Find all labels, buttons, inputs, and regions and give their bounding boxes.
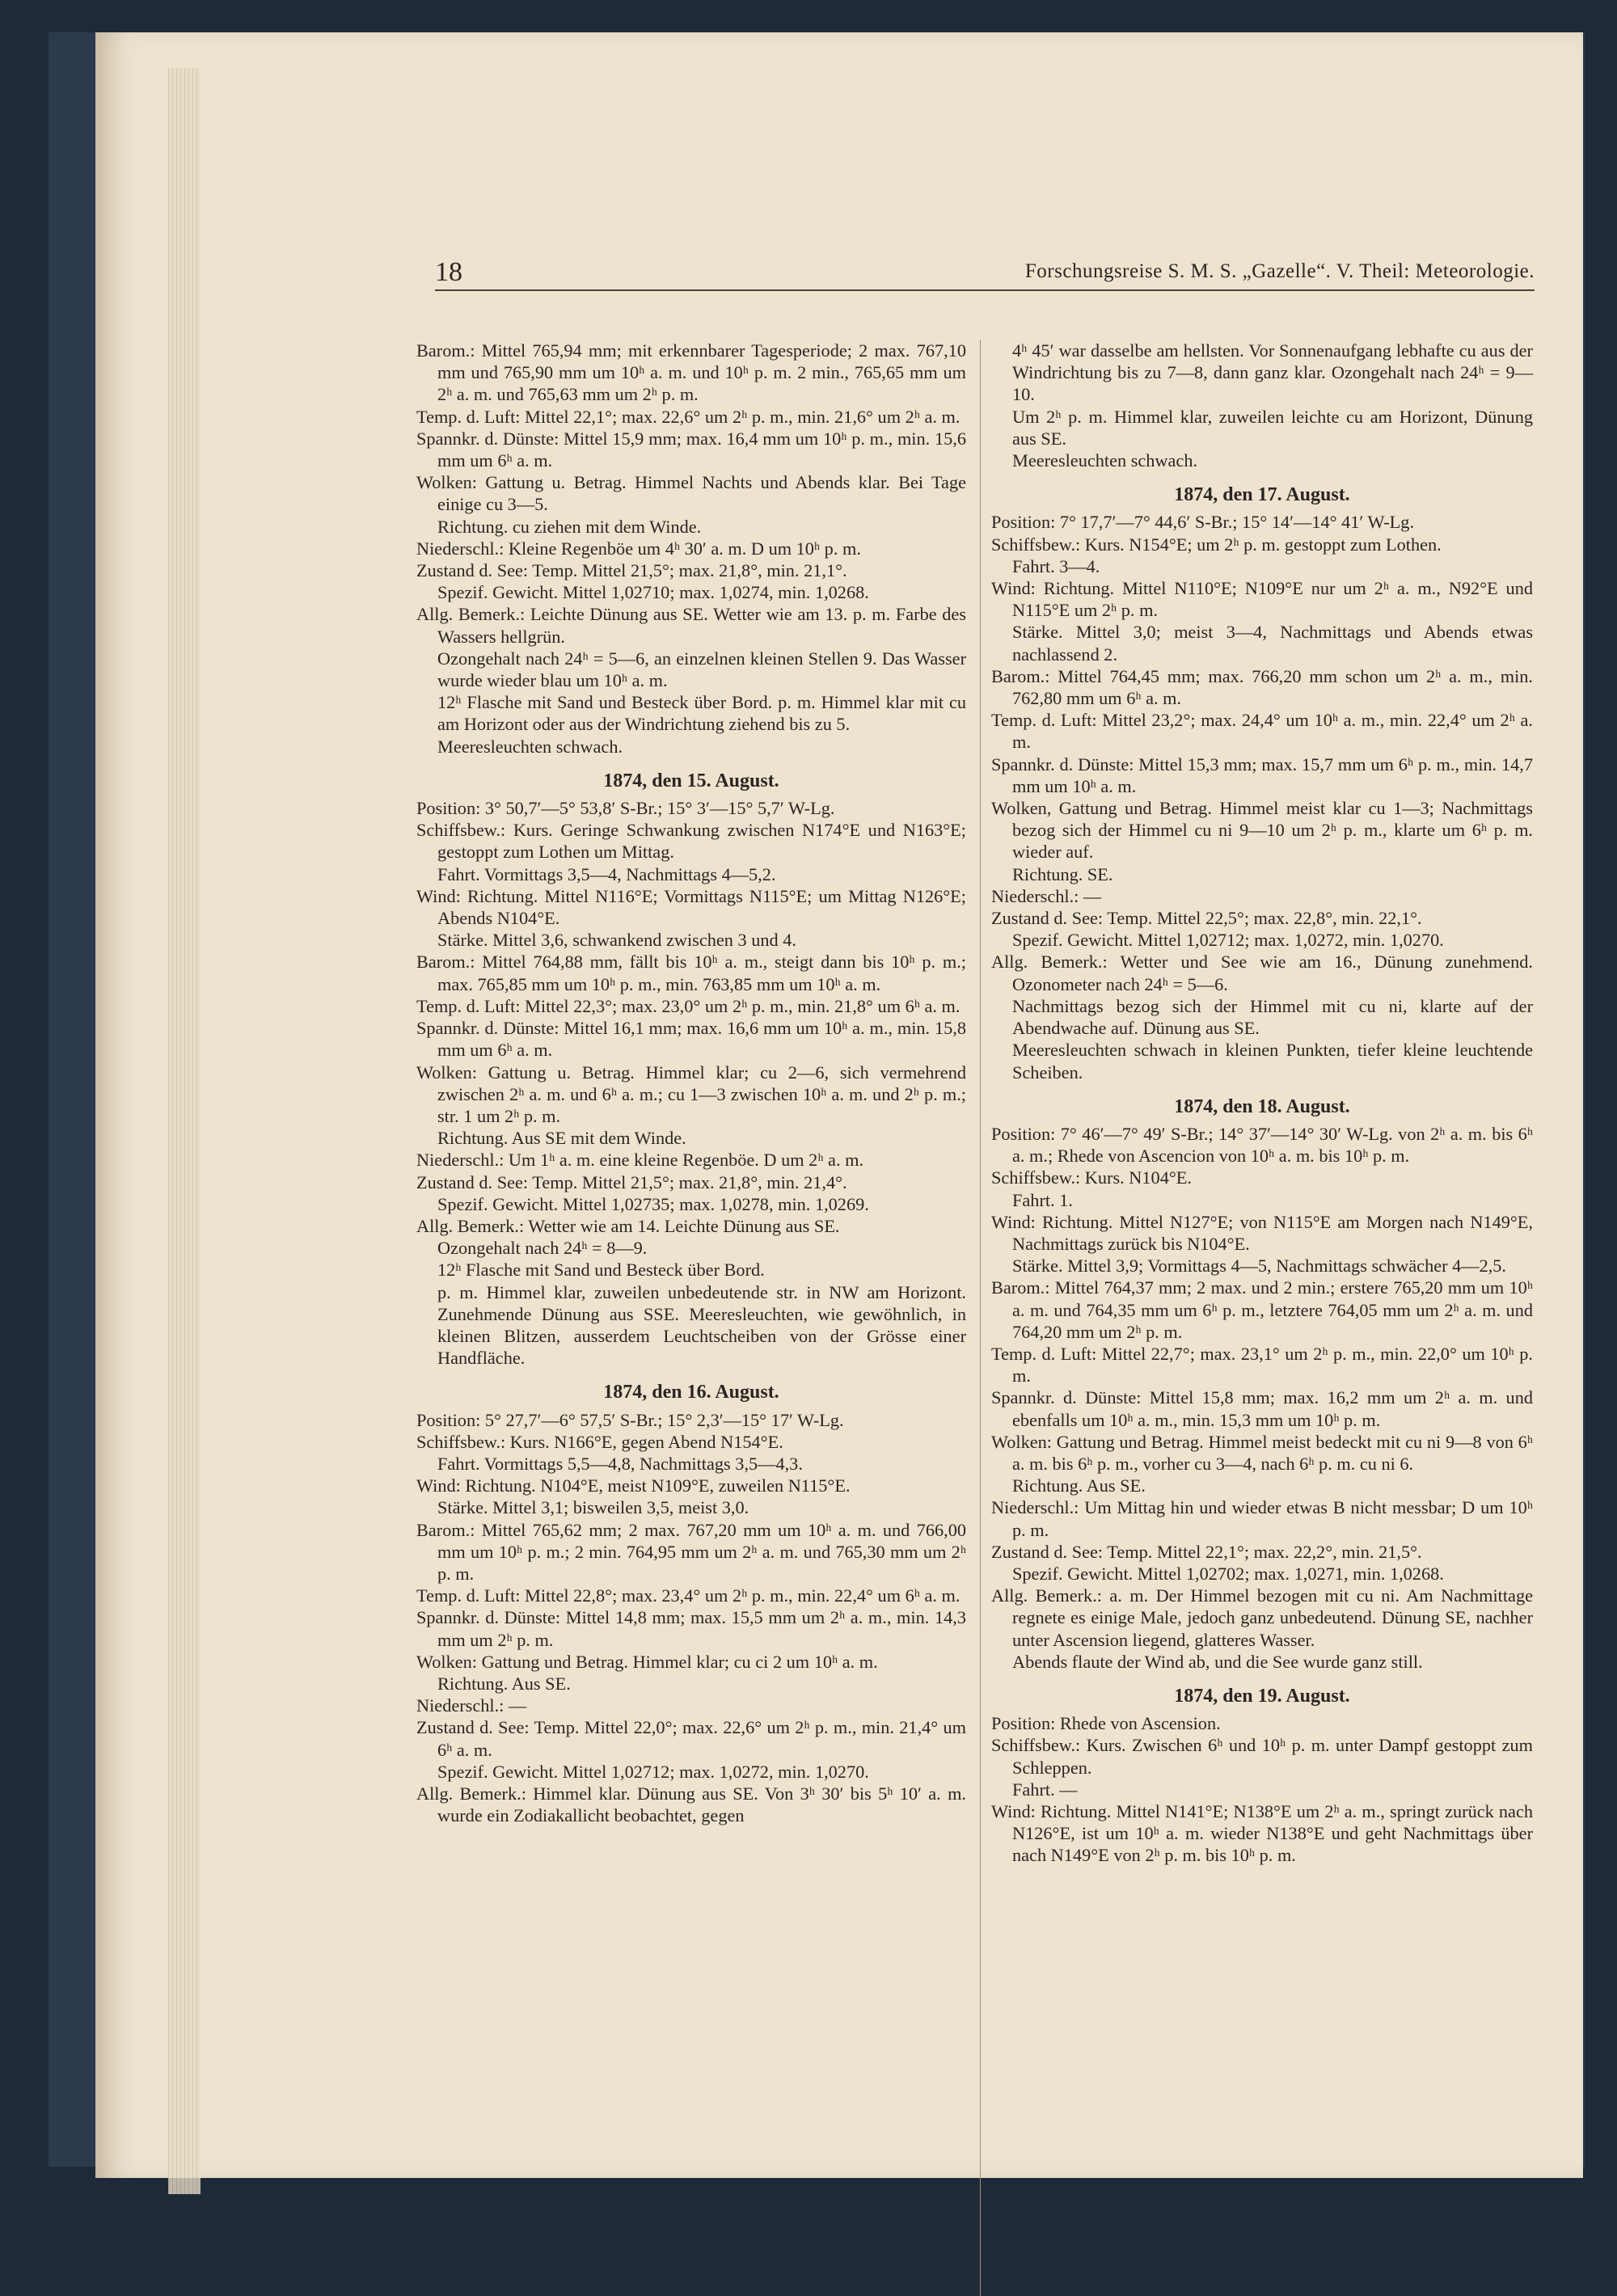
right-column-paragraph: Position: Rhede von Ascension. [991, 1713, 1221, 1734]
right-column-paragraph: Richtung. Aus SE. [1012, 1475, 1146, 1496]
date-heading: 1874, den 15. August. [603, 770, 779, 791]
left-column-paragraph: Richtung. cu ziehen mit dem Winde. [437, 516, 702, 537]
date-heading: 1874, den 16. August. [603, 1382, 779, 1403]
left-column-paragraph: Barom.: Mittel 764,88 mm, fällt bis 10ʰ a. m., steigt dann bis 10ʰ p. m.; max. 765,85 mm um 10ʰ p. m., min. 763,85 mm um 10ʰ a. m. [416, 952, 966, 994]
right-column-paragraph: Schiffsbew.: Kurs. N104°E. [991, 1167, 1192, 1188]
left-column-paragraph: Spannkr. d. Dünste: Mittel 15,9 mm; max. 16,4 mm um 10ʰ p. m., min. 15,6 mm um 6ʰ a. m. [416, 428, 966, 471]
right-column-paragraph: Spezif. Gewicht. Mittel 1,02702; max. 1,0271, min. 1,0268. [1012, 1563, 1444, 1584]
left-column-paragraph: Position: 3° 50,7′—5° 53,8′ S-Br.; 15° 3′—15° 5,7′ W-Lg. [416, 798, 835, 819]
date-heading: 1874, den 19. August. [1174, 1685, 1350, 1707]
left-column-paragraph: Temp. d. Luft: Mittel 22,3°; max. 23,0° um 2ʰ p. m., min. 21,8° um 6ʰ a. m. [416, 995, 960, 1016]
left-column-paragraph: Barom.: Mittel 765,62 mm; 2 max. 767,20 mm um 10ʰ a. m. und 766,00 mm um 10ʰ p. m.; 2 min. 764,95 mm um 2ʰ a. m. und 765,30 mm um 2ʰ p. m. [416, 1519, 966, 1584]
left-column-paragraph: Stärke. Mittel 3,6, schwankend zwischen 3 und 4. [437, 930, 796, 951]
right-column-paragraph: Um 2ʰ p. m. Himmel klar, zuweilen leichte cu am Horizont, Dünung aus SE. [1012, 406, 1533, 449]
left-column [416, 340, 966, 1826]
left-column-paragraph: Wind: Richtung. N104°E, meist N109°E, zuweilen N115°E. [416, 1475, 851, 1496]
left-column-paragraph: Niederschl.: Um 1ʰ a. m. eine kleine Regenböe. D um 2ʰ a. m. [416, 1150, 864, 1171]
left-column-paragraph: Wolken: Gattung und Betrag. Himmel klar; cu ci 2 um 10ʰ a. m. [416, 1651, 878, 1672]
right-column-paragraph: Richtung. SE. [1012, 863, 1113, 884]
left-column-paragraph: Niederschl.: Kleine Regenböe um 4ʰ 30′ a. m. D um 10ʰ p. m. [416, 538, 861, 559]
right-column-paragraph: Schiffsbew.: Kurs. N154°E; um 2ʰ p. m. gestoppt zum Lothen. [991, 534, 1442, 555]
right-column-paragraph: Wolken, Gattung und Betrag. Himmel meist klar cu 1—3; Nachmittags bezog sich der Himmel cu ni 9—10 um 2ʰ p. m., klarte um 6ʰ p. m. wieder auf. [991, 798, 1533, 863]
left-column-paragraph: Spannkr. d. Dünste: Mittel 16,1 mm; max. 16,6 mm um 10ʰ a. m., min. 15,8 mm um 6ʰ a. m. [416, 1018, 966, 1061]
right-column-paragraph: Stärke. Mittel 3,9; Vormittags 4—5, Nachmittags schwächer 4—2,5. [1012, 1256, 1507, 1277]
column-divider [980, 340, 981, 2296]
right-column-paragraph: Position: 7° 46′—7° 49′ S-Br.; 14° 37′—14° 30′ W-Lg. von 2ʰ a. m. bis 6ʰ a. m.; Rhede von Ascencion von 10ʰ a. m. bis 10ʰ p. m. [991, 1123, 1533, 1167]
right-column-paragraph: Stärke. Mittel 3,0; meist 3—4, Nachmittags und Abends etwas nachlassend 2. [1012, 622, 1533, 665]
right-column-paragraph: Abends flaute der Wind ab, und die See wurde ganz still. [1012, 1651, 1423, 1672]
right-column-paragraph: 4ʰ 45′ war dasselbe am hellsten. Vor Sonnenaufgang lebhafte cu aus der Windrichtung bis zu 7—8, dann ganz klar. Ozongehalt nach 24ʰ = 9—10. [1012, 340, 1533, 405]
left-column-paragraph: Allg. Bemerk.: Himmel klar. Dünung aus SE. Von 3ʰ 30′ bis 5ʰ 10′ a. m. wurde ein Zodiakallicht beobachtet, gegen [416, 1783, 966, 1826]
right-column-paragraph: Niederschl.: Um Mittag hin und wieder etwas B nicht messbar; D um 10ʰ p. m. [991, 1497, 1533, 1540]
left-column-paragraph: Niederschl.: — [416, 1695, 527, 1716]
right-column-paragraph: Temp. d. Luft: Mittel 22,7°; max. 23,1° um 2ʰ p. m., min. 22,0° um 10ʰ p. m. [991, 1343, 1533, 1386]
page-number: 18 [435, 257, 462, 287]
left-column-paragraph: Spezif. Gewicht. Mittel 1,02735; max. 1,0278, min. 1,0269. [437, 1193, 869, 1214]
left-column-paragraph: Position: 5° 27,7′—6° 57,5′ S-Br.; 15° 2,3′—15° 17′ W-Lg. [416, 1409, 844, 1430]
left-column-paragraph: Richtung. Aus SE mit dem Winde. [437, 1128, 686, 1149]
left-column-paragraph: Fahrt. Vormittags 3,5—4, Nachmittags 4—5,2. [437, 863, 776, 884]
running-header [435, 257, 1535, 291]
left-column-paragraph: Zustand d. See: Temp. Mittel 21,5°; max. 21,8°, min. 21,4°. [416, 1171, 847, 1192]
right-column-paragraph: Allg. Bemerk.: a. m. Der Himmel bezogen mit cu ni. Am Nachmittage regnete es einige Male, jedoch ganz unbedeutend. Dünung SE, nachher unter Ascension liegend, glatteres Wasser. [991, 1585, 1533, 1650]
right-column-paragraph: Spezif. Gewicht. Mittel 1,02712; max. 1,0272, min. 1,0270. [1012, 930, 1444, 951]
left-column-paragraph: Spezif. Gewicht. Mittel 1,02712; max. 1,0272, min. 1,0270. [437, 1761, 869, 1782]
page-edge-lines [168, 68, 201, 2194]
left-column-paragraph: Allg. Bemerk.: Leichte Dünung aus SE. Wetter wie am 13. p. m. Farbe des Wassers hellgrün. [416, 604, 966, 647]
right-column-paragraph: Fahrt. 1. [1012, 1189, 1073, 1210]
left-column-paragraph: Spezif. Gewicht. Mittel 1,02710; max. 1,0274, min. 1,0268. [437, 582, 869, 603]
right-column-paragraph: Allg. Bemerk.: Wetter und See wie am 16., Dünung zunehmend. Ozonometer nach 24ʰ = 5—6. [991, 952, 1533, 994]
left-column-paragraph: 12ʰ Flasche mit Sand und Besteck über Bord. p. m. Himmel klar mit cu am Horizont oder aus der Windrichtung ziehend bis zu 5. [437, 692, 966, 735]
left-column-paragraph: Schiffsbew.: Kurs. Geringe Schwankung zwischen N174°E und N163°E; gestoppt zum Lothen um Mittag. [416, 820, 966, 863]
left-column-paragraph: Zustand d. See: Temp. Mittel 21,5°; max. 21,8°, min. 21,1°. [416, 560, 847, 581]
left-column-paragraph: Richtung. Aus SE. [437, 1673, 571, 1694]
date-heading: 1874, den 17. August. [1174, 484, 1350, 506]
right-column-paragraph: Spannkr. d. Dünste: Mittel 15,8 mm; max. 16,2 mm um 2ʰ a. m. und ebenfalls um 10ʰ a. m., min. 15,3 mm um 10ʰ p. m. [991, 1387, 1533, 1430]
left-column-paragraph: Stärke. Mittel 3,1; bisweilen 3,5, meist 3,0. [437, 1497, 749, 1518]
right-column-paragraph: Wind: Richtung. Mittel N110°E; N109°E nur um 2ʰ a. m., N92°E und N115°E um 2ʰ p. m. [991, 578, 1533, 621]
left-column-paragraph: Meeresleuchten schwach. [437, 736, 623, 757]
right-column-paragraph: Barom.: Mittel 764,45 mm; max. 766,20 mm schon um 2ʰ a. m., min. 762,80 mm um 6ʰ a. m. [991, 665, 1533, 709]
right-column-paragraph: Temp. d. Luft: Mittel 23,2°; max. 24,4° um 10ʰ a. m., min. 22,4° um 2ʰ a. m. [991, 710, 1533, 753]
left-column-paragraph: Temp. d. Luft: Mittel 22,1°; max. 22,6° um 2ʰ p. m., min. 21,6° um 2ʰ a. m. [416, 406, 960, 427]
right-column-paragraph: Wolken: Gattung und Betrag. Himmel meist bedeckt mit cu ni 9—8 von 6ʰ a. m. bis 6ʰ p. m., vorher cu 3—4, nach 6ʰ p. m. cu ni 6. [991, 1431, 1533, 1474]
right-column-paragraph: Niederschl.: — [991, 885, 1102, 906]
left-column-paragraph: Ozongehalt nach 24ʰ = 5—6, an einzelnen kleinen Stellen 9. Das Wasser wurde wieder blau um 10ʰ a. m. [437, 648, 966, 691]
left-column-paragraph: Wind: Richtung. Mittel N116°E; Vormittags N115°E; um Mittag N126°E; Abends N104°E. [416, 885, 966, 929]
right-column-paragraph: Wind: Richtung. Mittel N127°E; von N115°E am Morgen nach N149°E, Nachmittags zurück bis N104°E. [991, 1211, 1533, 1254]
right-column-paragraph: Nachmittags bezog sich der Himmel mit cu ni, klarte auf der Abendwache auf. Dünung aus SE. [1012, 995, 1533, 1039]
right-column-paragraph: Zustand d. See: Temp. Mittel 22,5°; max. 22,8°, min. 22,1°. [991, 908, 1422, 929]
right-column-paragraph: Zustand d. See: Temp. Mittel 22,1°; max. 22,2°, min. 21,5°. [991, 1541, 1422, 1562]
left-column-paragraph: Allg. Bemerk.: Wetter wie am 14. Leichte Dünung aus SE. [416, 1215, 840, 1236]
left-column-paragraph: Wolken: Gattung u. Betrag. Himmel klar; cu 2—6, sich vermehrend zwischen 2ʰ a. m. und 6ʰ a. m.; cu 1—3 zwischen 10ʰ a. m. und 2ʰ p. m.; str. 1 um 2ʰ p. m. [416, 1061, 966, 1126]
left-column-paragraph: 12ʰ Flasche mit Sand und Besteck über Bord. [437, 1260, 765, 1281]
right-column-paragraph: Spannkr. d. Dünste: Mittel 15,3 mm; max. 15,7 mm um 6ʰ p. m., min. 14,7 mm um 10ʰ a. m. [991, 753, 1533, 796]
left-column-paragraph: Ozongehalt nach 24ʰ = 8—9. [437, 1238, 648, 1259]
running-title: Forschungsreise S. M. S. „Gazelle“. V. Theil: Meteorologie. [1024, 260, 1535, 282]
right-column-paragraph: Wind: Richtung. Mittel N141°E; N138°E um 2ʰ a. m., springt zurück nach N126°E, ist um 10ʰ a. m. wieder N138°E und geht Nachmittags über nach N149°E von 2ʰ p. m. bis 10ʰ p. m. [991, 1801, 1533, 1866]
left-column-paragraph: Wolken: Gattung u. Betrag. Himmel Nachts und Abends klar. Bei Tage einige cu 3—5. [416, 472, 966, 515]
right-column-paragraph: Fahrt. — [1012, 1779, 1078, 1800]
right-column-paragraph: Fahrt. 3—4. [1012, 555, 1100, 576]
date-heading: 1874, den 18. August. [1174, 1095, 1350, 1117]
left-column-paragraph: Barom.: Mittel 765,94 mm; mit erkennbarer Tagesperiode; 2 max. 767,10 mm und 765,90 mm um 10ʰ a. m. und 10ʰ p. m. 2 min., 765,65 mm um 2ʰ a. m. und 765,63 mm um 2ʰ p. m. [416, 340, 966, 405]
left-column-paragraph: Temp. d. Luft: Mittel 22,8°; max. 23,4° um 2ʰ p. m., min. 22,4° um 6ʰ a. m. [416, 1585, 960, 1606]
left-column-paragraph: Spannkr. d. Dünste: Mittel 14,8 mm; max. 15,5 mm um 2ʰ a. m., min. 14,3 mm um 2ʰ p. m. [416, 1607, 966, 1650]
right-column-paragraph: Meeresleuchten schwach in kleinen Punkten, tiefer kleine leuchtende Scheiben. [1012, 1040, 1533, 1083]
right-column-paragraph: Barom.: Mittel 764,37 mm; 2 max. und 2 min.; erstere 765,20 mm um 10ʰ a. m. und 764,35 mm um 6ʰ p. m., letztere 764,05 mm um 2ʰ a. m. und 764,20 mm um 2ʰ p. m. [991, 1277, 1533, 1342]
right-column-paragraph: Meeresleuchten schwach. [1012, 450, 1198, 471]
left-column-paragraph: Fahrt. Vormittags 5,5—4,8, Nachmittags 3,5—4,3. [437, 1453, 803, 1474]
right-column [991, 340, 1533, 1867]
right-column-paragraph: Position: 7° 17,7′—7° 44,6′ S-Br.; 15° 14′—14° 41′ W-Lg. [991, 512, 1415, 533]
right-column-paragraph: Schiffsbew.: Kurs. Zwischen 6ʰ und 10ʰ p. m. unter Dampf gestoppt zum Schleppen. [991, 1735, 1533, 1778]
left-column-paragraph: Schiffsbew.: Kurs. N166°E, gegen Abend N154°E. [416, 1431, 783, 1452]
left-column-paragraph: p. m. Himmel klar, zuweilen unbedeutende str. in NW am Horizont. Zunehmende Dünung aus SSE. Meeresleuchten, wie gewöhnlich, in kleinen Blitzen, ausserdem Leuchtscheiben von der Grösse einer Handfläche. [437, 1281, 966, 1369]
left-column-paragraph: Zustand d. See: Temp. Mittel 22,0°; max. 22,6° um 2ʰ p. m., min. 21,4° um 6ʰ a. m. [416, 1717, 966, 1760]
